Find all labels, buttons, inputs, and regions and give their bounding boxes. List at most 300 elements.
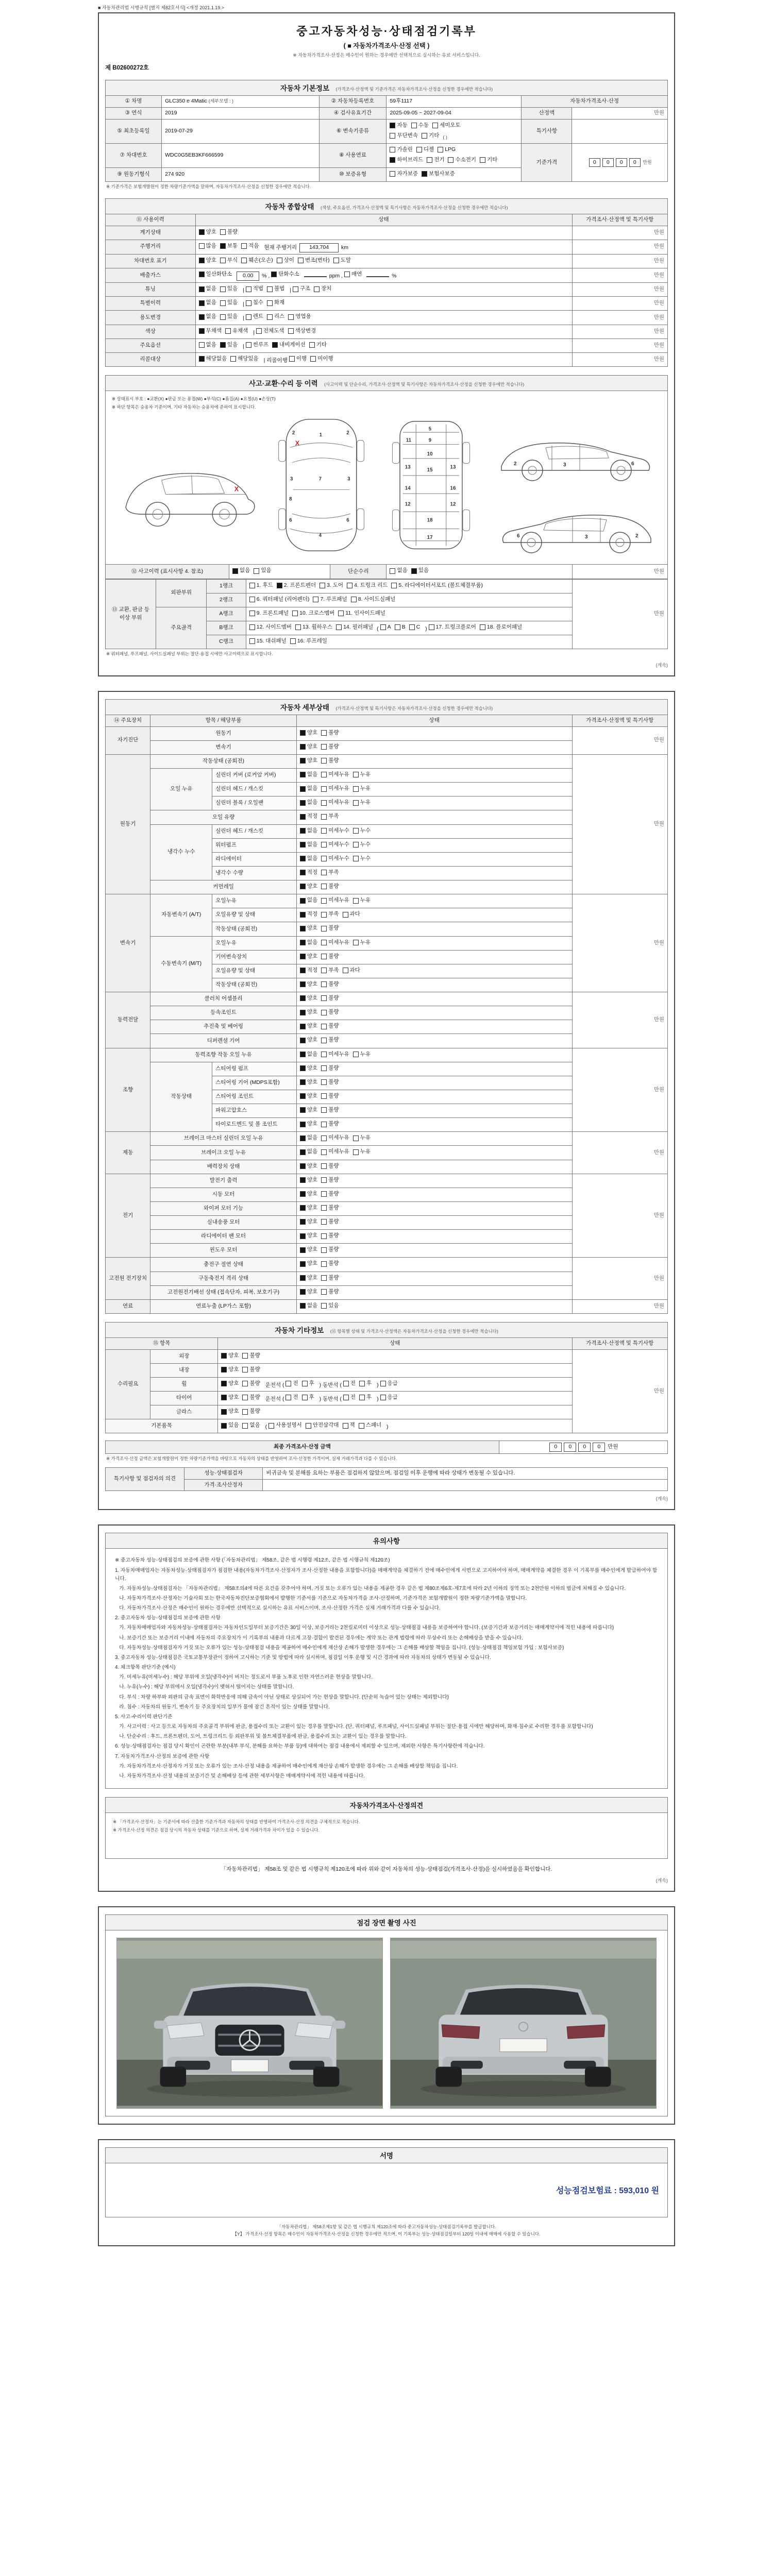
checkbox[interactable] — [390, 171, 395, 177]
checkbox[interactable] — [249, 597, 255, 602]
checkbox[interactable] — [300, 1191, 306, 1197]
checkbox[interactable] — [321, 940, 327, 945]
checkbox[interactable] — [267, 286, 273, 292]
checkbox-option[interactable] — [242, 1366, 260, 1374]
checkbox[interactable] — [353, 898, 359, 904]
checkbox[interactable] — [448, 157, 453, 163]
checkbox-option[interactable] — [390, 122, 407, 130]
checkbox[interactable] — [249, 583, 255, 588]
checkbox-option[interactable] — [300, 910, 317, 919]
checkbox-option[interactable] — [302, 1394, 314, 1402]
checkbox[interactable] — [295, 624, 301, 630]
checkbox[interactable] — [288, 314, 294, 320]
checkbox[interactable] — [285, 1395, 291, 1400]
checkbox[interactable] — [300, 940, 306, 945]
checkbox[interactable] — [267, 300, 273, 306]
checkbox-option[interactable] — [300, 883, 317, 891]
checkbox-option[interactable] — [321, 967, 339, 975]
checkbox-option[interactable] — [353, 1148, 371, 1156]
checkbox[interactable] — [300, 1247, 306, 1253]
checkbox[interactable] — [289, 356, 295, 362]
checkbox[interactable] — [288, 328, 294, 334]
checkbox[interactable] — [220, 314, 226, 320]
checkbox[interactable] — [300, 1093, 306, 1099]
checkbox-option[interactable] — [351, 596, 396, 604]
checkbox-option[interactable] — [344, 270, 362, 279]
checkbox-option[interactable] — [321, 924, 339, 933]
checkbox-option[interactable] — [246, 341, 268, 349]
checkbox-option[interactable] — [300, 896, 317, 905]
checkbox-option[interactable] — [267, 313, 284, 321]
checkbox-option[interactable] — [321, 1148, 349, 1156]
checkbox-option[interactable] — [267, 299, 284, 307]
checkbox-option[interactable] — [300, 1204, 317, 1212]
checkbox[interactable] — [306, 1423, 311, 1429]
checkbox-option[interactable] — [427, 156, 444, 164]
checkbox[interactable] — [300, 1261, 306, 1267]
checkbox[interactable] — [242, 1353, 248, 1359]
checkbox-option[interactable] — [246, 299, 263, 307]
checkbox[interactable] — [343, 1381, 349, 1386]
checkbox-option[interactable] — [220, 285, 238, 293]
checkbox-option[interactable] — [241, 257, 273, 265]
checkbox-option[interactable] — [300, 855, 317, 863]
checkbox[interactable] — [300, 758, 306, 764]
checkbox[interactable] — [353, 1052, 359, 1057]
checkbox[interactable] — [300, 1107, 306, 1113]
checkbox-option[interactable] — [321, 1162, 339, 1171]
checkbox[interactable] — [220, 286, 226, 292]
checkbox-option[interactable] — [199, 355, 227, 363]
checkbox[interactable] — [300, 1122, 306, 1127]
checkbox[interactable] — [300, 1052, 306, 1057]
checkbox-option[interactable] — [338, 609, 385, 618]
checkbox-option[interactable] — [321, 896, 349, 905]
checkbox[interactable] — [321, 772, 327, 777]
checkbox[interactable] — [300, 828, 306, 834]
checkbox[interactable] — [343, 912, 348, 918]
checkbox[interactable] — [313, 597, 318, 602]
checkbox-option[interactable] — [353, 1134, 371, 1142]
checkbox[interactable] — [321, 1122, 327, 1127]
checkbox-option[interactable] — [300, 1260, 317, 1268]
checkbox[interactable] — [321, 968, 327, 973]
checkbox[interactable] — [221, 1409, 227, 1415]
checkbox[interactable] — [320, 583, 325, 588]
checkbox[interactable] — [290, 638, 296, 644]
checkbox[interactable] — [267, 314, 273, 320]
checkbox[interactable] — [300, 968, 306, 973]
checkbox-option[interactable] — [353, 939, 371, 947]
checkbox[interactable] — [438, 147, 443, 152]
checkbox-option[interactable] — [199, 299, 216, 307]
checkbox[interactable] — [429, 624, 434, 630]
checkbox-option[interactable] — [313, 596, 347, 604]
checkbox[interactable] — [300, 1010, 306, 1015]
checkbox-option[interactable] — [199, 242, 216, 250]
checkbox[interactable] — [220, 258, 226, 263]
checkbox[interactable] — [300, 1219, 306, 1225]
checkbox[interactable] — [246, 286, 251, 292]
checkbox[interactable] — [314, 286, 320, 292]
checkbox-option[interactable] — [321, 1092, 339, 1100]
checkbox[interactable] — [300, 912, 306, 918]
checkbox-option[interactable] — [321, 1246, 339, 1254]
checkbox[interactable] — [321, 800, 327, 806]
checkbox-option[interactable] — [380, 623, 391, 632]
checkbox[interactable] — [268, 1423, 274, 1429]
checkbox-option[interactable] — [321, 1218, 339, 1226]
checkbox-option[interactable] — [321, 841, 349, 849]
checkbox[interactable] — [300, 995, 306, 1001]
checkbox-option[interactable] — [300, 1078, 317, 1087]
checkbox-option[interactable] — [300, 980, 317, 989]
checkbox[interactable] — [199, 229, 205, 235]
checkbox[interactable] — [300, 1233, 306, 1239]
checkbox[interactable] — [242, 1423, 248, 1429]
checkbox-option[interactable] — [321, 1106, 339, 1114]
checkbox[interactable] — [220, 342, 226, 348]
checkbox-option[interactable] — [321, 1288, 339, 1296]
checkbox-option[interactable] — [480, 623, 522, 632]
checkbox[interactable] — [359, 1381, 365, 1386]
checkbox[interactable] — [249, 624, 255, 630]
checkbox[interactable] — [321, 1303, 327, 1309]
checkbox-option[interactable] — [277, 582, 316, 590]
checkbox-option[interactable] — [448, 156, 476, 164]
checkbox-option[interactable] — [321, 1232, 339, 1240]
checkbox[interactable] — [321, 1149, 327, 1155]
checkbox[interactable] — [321, 1261, 327, 1267]
checkbox[interactable] — [221, 1423, 227, 1429]
checkbox-option[interactable] — [321, 910, 339, 919]
checkbox[interactable] — [199, 300, 205, 306]
checkbox[interactable] — [300, 954, 306, 959]
checkbox-option[interactable] — [321, 827, 349, 835]
checkbox[interactable] — [277, 258, 282, 263]
checkbox[interactable] — [321, 1079, 327, 1085]
checkbox[interactable] — [395, 624, 400, 630]
checkbox-option[interactable] — [300, 1232, 317, 1240]
checkbox-option[interactable] — [343, 1394, 356, 1402]
checkbox[interactable] — [343, 1395, 349, 1400]
checkbox-option[interactable] — [321, 1120, 339, 1128]
checkbox-option[interactable] — [246, 285, 263, 293]
checkbox[interactable] — [199, 286, 205, 292]
checkbox[interactable] — [256, 328, 262, 334]
checkbox[interactable] — [321, 1163, 327, 1169]
checkbox-option[interactable] — [300, 1008, 317, 1016]
checkbox-option[interactable] — [390, 132, 418, 140]
checkbox-option[interactable] — [267, 285, 284, 293]
checkbox[interactable] — [321, 1205, 327, 1211]
checkbox[interactable] — [338, 611, 344, 616]
checkbox-option[interactable] — [320, 582, 343, 590]
checkbox[interactable] — [220, 229, 226, 235]
checkbox-option[interactable] — [277, 257, 294, 265]
checkbox-option[interactable] — [249, 609, 289, 618]
checkbox[interactable] — [220, 300, 226, 306]
checkbox[interactable] — [427, 157, 432, 163]
checkbox[interactable] — [300, 1079, 306, 1085]
checkbox[interactable] — [246, 314, 251, 320]
checkbox-option[interactable] — [416, 146, 434, 154]
checkbox[interactable] — [336, 624, 342, 630]
checkbox-option[interactable] — [321, 1064, 339, 1073]
checkbox-option[interactable] — [220, 257, 238, 265]
checkbox-option[interactable] — [295, 623, 332, 632]
checkbox-option[interactable] — [249, 596, 310, 604]
checkbox[interactable] — [321, 1247, 327, 1253]
checkbox[interactable] — [300, 898, 306, 904]
checkbox-option[interactable] — [321, 953, 339, 961]
checkbox-option[interactable] — [300, 1022, 317, 1030]
checkbox[interactable] — [321, 842, 327, 848]
checkbox[interactable] — [359, 1395, 365, 1400]
checkbox[interactable] — [416, 147, 422, 152]
checkbox-option[interactable] — [254, 567, 271, 575]
checkbox[interactable] — [300, 1205, 306, 1211]
checkbox-option[interactable] — [321, 757, 339, 765]
checkbox[interactable] — [199, 342, 205, 348]
checkbox-option[interactable] — [321, 1274, 339, 1282]
checkbox[interactable] — [246, 300, 251, 306]
checkbox-option[interactable] — [390, 156, 423, 164]
checkbox-option[interactable] — [422, 170, 455, 178]
checkbox-option[interactable] — [285, 1380, 298, 1388]
checkbox-option[interactable] — [300, 1148, 317, 1156]
checkbox-option[interactable] — [272, 341, 306, 349]
checkbox-option[interactable] — [298, 257, 330, 265]
checkbox[interactable] — [480, 624, 485, 630]
checkbox-option[interactable] — [221, 1421, 239, 1430]
checkbox-option[interactable] — [321, 785, 349, 793]
checkbox-option[interactable] — [391, 582, 483, 590]
checkbox-option[interactable] — [409, 623, 421, 632]
checkbox-option[interactable] — [321, 1036, 339, 1044]
checkbox[interactable] — [321, 926, 327, 931]
checkbox-option[interactable] — [300, 1246, 317, 1254]
checkbox-option[interactable] — [221, 1380, 239, 1388]
checkbox[interactable] — [359, 1423, 364, 1429]
checkbox-option[interactable] — [289, 355, 307, 363]
checkbox[interactable] — [241, 258, 247, 263]
checkbox[interactable] — [242, 1409, 248, 1415]
checkbox-option[interactable] — [220, 228, 238, 236]
checkbox[interactable] — [353, 940, 359, 945]
checkbox-option[interactable] — [353, 771, 371, 779]
checkbox[interactable] — [321, 744, 327, 750]
checkbox[interactable] — [411, 123, 417, 128]
checkbox-option[interactable] — [300, 1092, 317, 1100]
checkbox-option[interactable] — [300, 1120, 317, 1128]
checkbox-option[interactable] — [199, 313, 216, 321]
checkbox-option[interactable] — [300, 743, 317, 751]
checkbox-option[interactable] — [220, 313, 238, 321]
checkbox-option[interactable] — [199, 257, 216, 265]
checkbox-option[interactable] — [321, 1022, 339, 1030]
checkbox-option[interactable] — [390, 567, 407, 575]
checkbox[interactable] — [300, 1303, 306, 1309]
checkbox-option[interactable] — [300, 953, 317, 961]
checkbox-option[interactable] — [300, 1218, 317, 1226]
checkbox[interactable] — [353, 772, 359, 777]
checkbox[interactable] — [300, 884, 306, 889]
checkbox-option[interactable] — [300, 1274, 317, 1282]
checkbox-option[interactable] — [302, 1380, 314, 1388]
checkbox-option[interactable] — [321, 743, 339, 751]
checkbox-option[interactable] — [300, 994, 317, 1003]
checkbox-option[interactable] — [395, 623, 406, 632]
checkbox[interactable] — [480, 157, 485, 163]
checkbox-option[interactable] — [300, 967, 317, 975]
checkbox-option[interactable] — [343, 910, 360, 919]
checkbox-option[interactable] — [321, 1134, 349, 1142]
checkbox[interactable] — [300, 1163, 306, 1169]
checkbox[interactable] — [321, 1233, 327, 1239]
checkbox-option[interactable] — [336, 623, 373, 632]
checkbox[interactable] — [321, 1219, 327, 1225]
checkbox[interactable] — [321, 786, 327, 792]
checkbox-option[interactable] — [359, 1380, 372, 1388]
checkbox[interactable] — [321, 1275, 327, 1281]
checkbox-option[interactable] — [343, 1380, 356, 1388]
checkbox-option[interactable] — [300, 841, 317, 849]
checkbox[interactable] — [221, 1395, 227, 1400]
checkbox[interactable] — [300, 926, 306, 931]
checkbox[interactable] — [225, 328, 231, 334]
checkbox-option[interactable] — [480, 156, 497, 164]
checkbox[interactable] — [199, 356, 205, 362]
checkbox-option[interactable] — [241, 242, 259, 250]
checkbox-option[interactable] — [310, 355, 333, 363]
checkbox-option[interactable] — [432, 122, 461, 130]
checkbox-option[interactable] — [246, 313, 263, 321]
checkbox[interactable] — [411, 568, 417, 574]
checkbox-option[interactable] — [249, 582, 273, 590]
checkbox[interactable] — [344, 272, 350, 277]
checkbox-option[interactable] — [288, 327, 316, 335]
checkbox-option[interactable] — [411, 567, 429, 575]
checkbox-option[interactable] — [390, 170, 418, 178]
checkbox[interactable] — [300, 981, 306, 987]
checkbox[interactable] — [390, 147, 395, 152]
checkbox[interactable] — [380, 1395, 386, 1400]
checkbox[interactable] — [300, 1136, 306, 1141]
checkbox[interactable] — [300, 1065, 306, 1071]
checkbox[interactable] — [300, 1289, 306, 1295]
checkbox-option[interactable] — [353, 841, 371, 849]
checkbox[interactable] — [242, 1367, 248, 1372]
checkbox-option[interactable] — [359, 1421, 381, 1430]
checkbox-option[interactable] — [347, 582, 388, 590]
checkbox[interactable] — [321, 1177, 327, 1183]
checkbox-option[interactable] — [353, 855, 371, 863]
checkbox[interactable] — [298, 258, 304, 263]
checkbox[interactable] — [390, 157, 395, 163]
checkbox-option[interactable] — [300, 1302, 317, 1310]
checkbox[interactable] — [347, 583, 352, 588]
checkbox-option[interactable] — [300, 827, 317, 835]
checkbox-option[interactable] — [199, 270, 232, 279]
checkbox[interactable] — [353, 828, 359, 834]
checkbox-option[interactable] — [300, 799, 317, 807]
checkbox-option[interactable] — [353, 1050, 371, 1059]
checkbox-option[interactable] — [438, 146, 456, 154]
checkbox-option[interactable] — [220, 341, 238, 349]
checkbox[interactable] — [300, 814, 306, 820]
checkbox[interactable] — [353, 856, 359, 861]
checkbox[interactable] — [380, 624, 386, 630]
checkbox[interactable] — [321, 898, 327, 904]
checkbox[interactable] — [300, 800, 306, 806]
checkbox[interactable] — [300, 1177, 306, 1183]
checkbox-option[interactable] — [300, 729, 317, 737]
checkbox-option[interactable] — [199, 341, 216, 349]
checkbox-option[interactable] — [288, 313, 311, 321]
checkbox-option[interactable] — [321, 729, 339, 737]
checkbox-option[interactable] — [411, 122, 429, 130]
checkbox-option[interactable] — [300, 1106, 317, 1114]
checkbox[interactable] — [246, 342, 251, 348]
checkbox[interactable] — [199, 272, 205, 277]
checkbox[interactable] — [409, 624, 415, 630]
checkbox-option[interactable] — [221, 1366, 239, 1374]
checkbox-option[interactable] — [309, 341, 327, 349]
checkbox[interactable] — [300, 842, 306, 848]
checkbox-option[interactable] — [429, 623, 476, 632]
checkbox-option[interactable] — [221, 1394, 239, 1402]
checkbox-option[interactable] — [321, 1008, 339, 1016]
checkbox-option[interactable] — [300, 1050, 317, 1059]
checkbox[interactable] — [249, 611, 255, 616]
checkbox-option[interactable] — [321, 1260, 339, 1268]
checkbox-option[interactable] — [390, 146, 412, 154]
checkbox-option[interactable] — [353, 896, 371, 905]
checkbox[interactable] — [321, 981, 327, 987]
checkbox[interactable] — [353, 842, 359, 848]
checkbox[interactable] — [321, 828, 327, 834]
checkbox[interactable] — [321, 1107, 327, 1113]
checkbox[interactable] — [321, 954, 327, 959]
checkbox[interactable] — [321, 1038, 327, 1043]
checkbox-option[interactable] — [300, 812, 317, 821]
checkbox[interactable] — [422, 133, 427, 139]
checkbox[interactable] — [300, 730, 306, 736]
checkbox-option[interactable] — [300, 757, 317, 765]
checkbox-option[interactable] — [333, 257, 351, 265]
checkbox-option[interactable] — [232, 567, 250, 575]
checkbox[interactable] — [321, 814, 327, 820]
checkbox[interactable] — [321, 870, 327, 875]
checkbox-option[interactable] — [353, 799, 371, 807]
checkbox-option[interactable] — [321, 771, 349, 779]
checkbox[interactable] — [321, 1289, 327, 1295]
checkbox-option[interactable] — [306, 1421, 339, 1430]
checkbox[interactable] — [241, 243, 247, 249]
checkbox[interactable] — [333, 258, 339, 263]
checkbox-option[interactable] — [242, 1380, 260, 1388]
checkbox-option[interactable] — [300, 785, 317, 793]
checkbox-option[interactable] — [221, 1352, 239, 1360]
checkbox-option[interactable] — [300, 869, 317, 877]
checkbox[interactable] — [321, 884, 327, 889]
checkbox[interactable] — [300, 1149, 306, 1155]
checkbox-option[interactable] — [321, 1078, 339, 1087]
checkbox-option[interactable] — [199, 285, 216, 293]
checkbox-option[interactable] — [300, 1036, 317, 1044]
checkbox[interactable] — [353, 800, 359, 806]
